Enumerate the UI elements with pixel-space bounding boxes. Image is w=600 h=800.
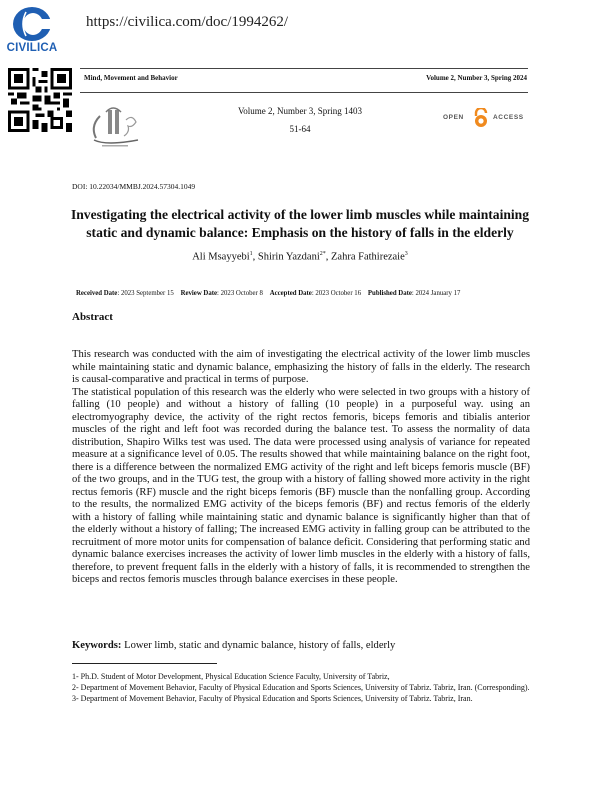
date-label: Review Date <box>180 290 218 297</box>
footnotes <box>72 671 532 704</box>
running-header-journal: Mind, Movement and Behavior <box>84 74 178 82</box>
footnote-rule <box>72 663 217 664</box>
document-url[interactable]: https://civilica.com/doc/1994262/ <box>86 14 289 30</box>
running-header-issue: Volume 2, Number 3, Spring 2024 <box>426 74 527 82</box>
date-value: 2024 January 17 <box>415 290 461 297</box>
footnote: 3- Department of Movement Behavior, Faculty of Physical Education and Sports Sciences, University of Tabriz. Tabriz, Iran. <box>72 694 473 703</box>
keywords <box>72 640 395 651</box>
abstract-heading: Abstract <box>72 311 113 323</box>
qr-code-icon <box>8 68 72 132</box>
author-affiliation-mark: 2* <box>319 251 326 257</box>
keywords-label: Keywords: <box>72 640 122 651</box>
volume-line: Volume 2, Number 3, Spring 1403 <box>237 106 363 116</box>
abstract-paragraph: The statistical population of this research was the elderly who were selected in two groups with a history of falling (10 people) and without a history of falling (10 people) in a purposeful way. using an electromyography device, the activity of the right rectos femoris, biceps femoris and tibialis anterior muscles of the right and left foot was recorded during the balance test. To assess the normality of data distribution, Shapiro Wilks test was used. The data were processed using analysis of variance for repeated measure at a significance level of 0.05. The results showed that while maintaining balance on the right foot, there is a difference between the normalized EMG activity of the right and left biceps femoris muscle (BF) of the two groups, and in the TUG test, the group with a history of falling showed more activity in the right rectus femoris (RF) muscle and the right biceps femoris (BF) muscle than the nonfalling group. According to the results, the normalized EMG activity of the biceps femoris (BF) and rectus femoris of the elderly with a history of falling while maintaining static and dynamic balance is significantly higher than that of the elderly without a history of falling; The increased EMG activity in falling group can be attributed to the recruitment of more motor units for compensation of balance deficit. Considering that performing static and dynamic balance exercises increases the activity of lower limb muscles in the elderly with a history of falls, therefore, to prevent frequent falls in the elderly with a history of falls, it is recommended to strengthen the biceps and rectos femoris muscles through balance exercises in these people. <box>72 386 530 585</box>
article-title <box>60 206 540 242</box>
abstract-body <box>72 349 530 587</box>
open-access-left-text: OPEN <box>443 114 464 121</box>
date-label: Received Date <box>76 290 118 297</box>
title-line-1: Investigating the electrical activity of the lower limb muscles while maintaining <box>70 207 530 222</box>
open-access-right-text: ACCESS <box>493 114 524 121</box>
keywords-list: Lower limb, static and dynamic balance, history of falls, elderly <box>124 640 396 651</box>
title-line-2: static and dynamic balance: Emphasis on the history of falls in the elderly <box>86 225 514 240</box>
footnote: 2- Department of Movement Behavior, Faculty of Physical Education and Sports Sciences, University of Tabriz. Tabriz, Iran. (Corresponding). <box>72 683 530 692</box>
abstract-paragraph: This research was conducted with the aim of investigating the electrical activity of the lower limb muscles while maintaining static and dynamic balance, emphasizing the history of falls in the elderly. The research is causal-comparative and practical in terms of purpose. <box>72 349 530 385</box>
page-range: 51-64 <box>289 124 311 134</box>
date-label: Published Date <box>367 290 412 297</box>
author-name: Shirin Yazdani <box>257 251 320 263</box>
article-dates: Received Date: 2023 September 15 Review Date: 2023 October 8 Accepted Date: 2023 October 16 Published Date: 2024 January 17 <box>76 290 461 297</box>
civilica-brand-text: CIVILICA <box>6 42 58 54</box>
author-affiliation-mark: 3 <box>404 251 408 257</box>
author-list: Ali Msayyebi$^1$, Shirin Yazdani$^{2*}$, Zahra Fathirezaie$^3$ <box>192 251 408 263</box>
open-access-lock-icon <box>472 108 490 128</box>
date-label: Accepted Date <box>269 290 312 297</box>
header-rule-top <box>80 68 528 69</box>
open-access-badge <box>443 108 525 128</box>
author-affiliation-mark: 1 <box>249 251 253 257</box>
date-value: 2023 September 15 <box>120 290 174 297</box>
author-name: Ali Msayyebi <box>192 251 250 263</box>
date-value: 2023 October 8 <box>220 290 263 297</box>
civilica-logo <box>4 4 60 56</box>
header-rule-bottom <box>80 92 528 93</box>
doi[interactable]: DOI: 10.22034/MMBJ.2024.57304.1049 <box>72 182 196 191</box>
footnote: 1- Ph.D. Student of Motor Development, Physical Education Science Faculty, University of Tabriz, <box>72 672 390 681</box>
date-value: 2023 October 16 <box>315 290 362 297</box>
author-name: Zahra Fathirezaie <box>331 251 405 263</box>
civilica-c-icon <box>12 6 52 42</box>
